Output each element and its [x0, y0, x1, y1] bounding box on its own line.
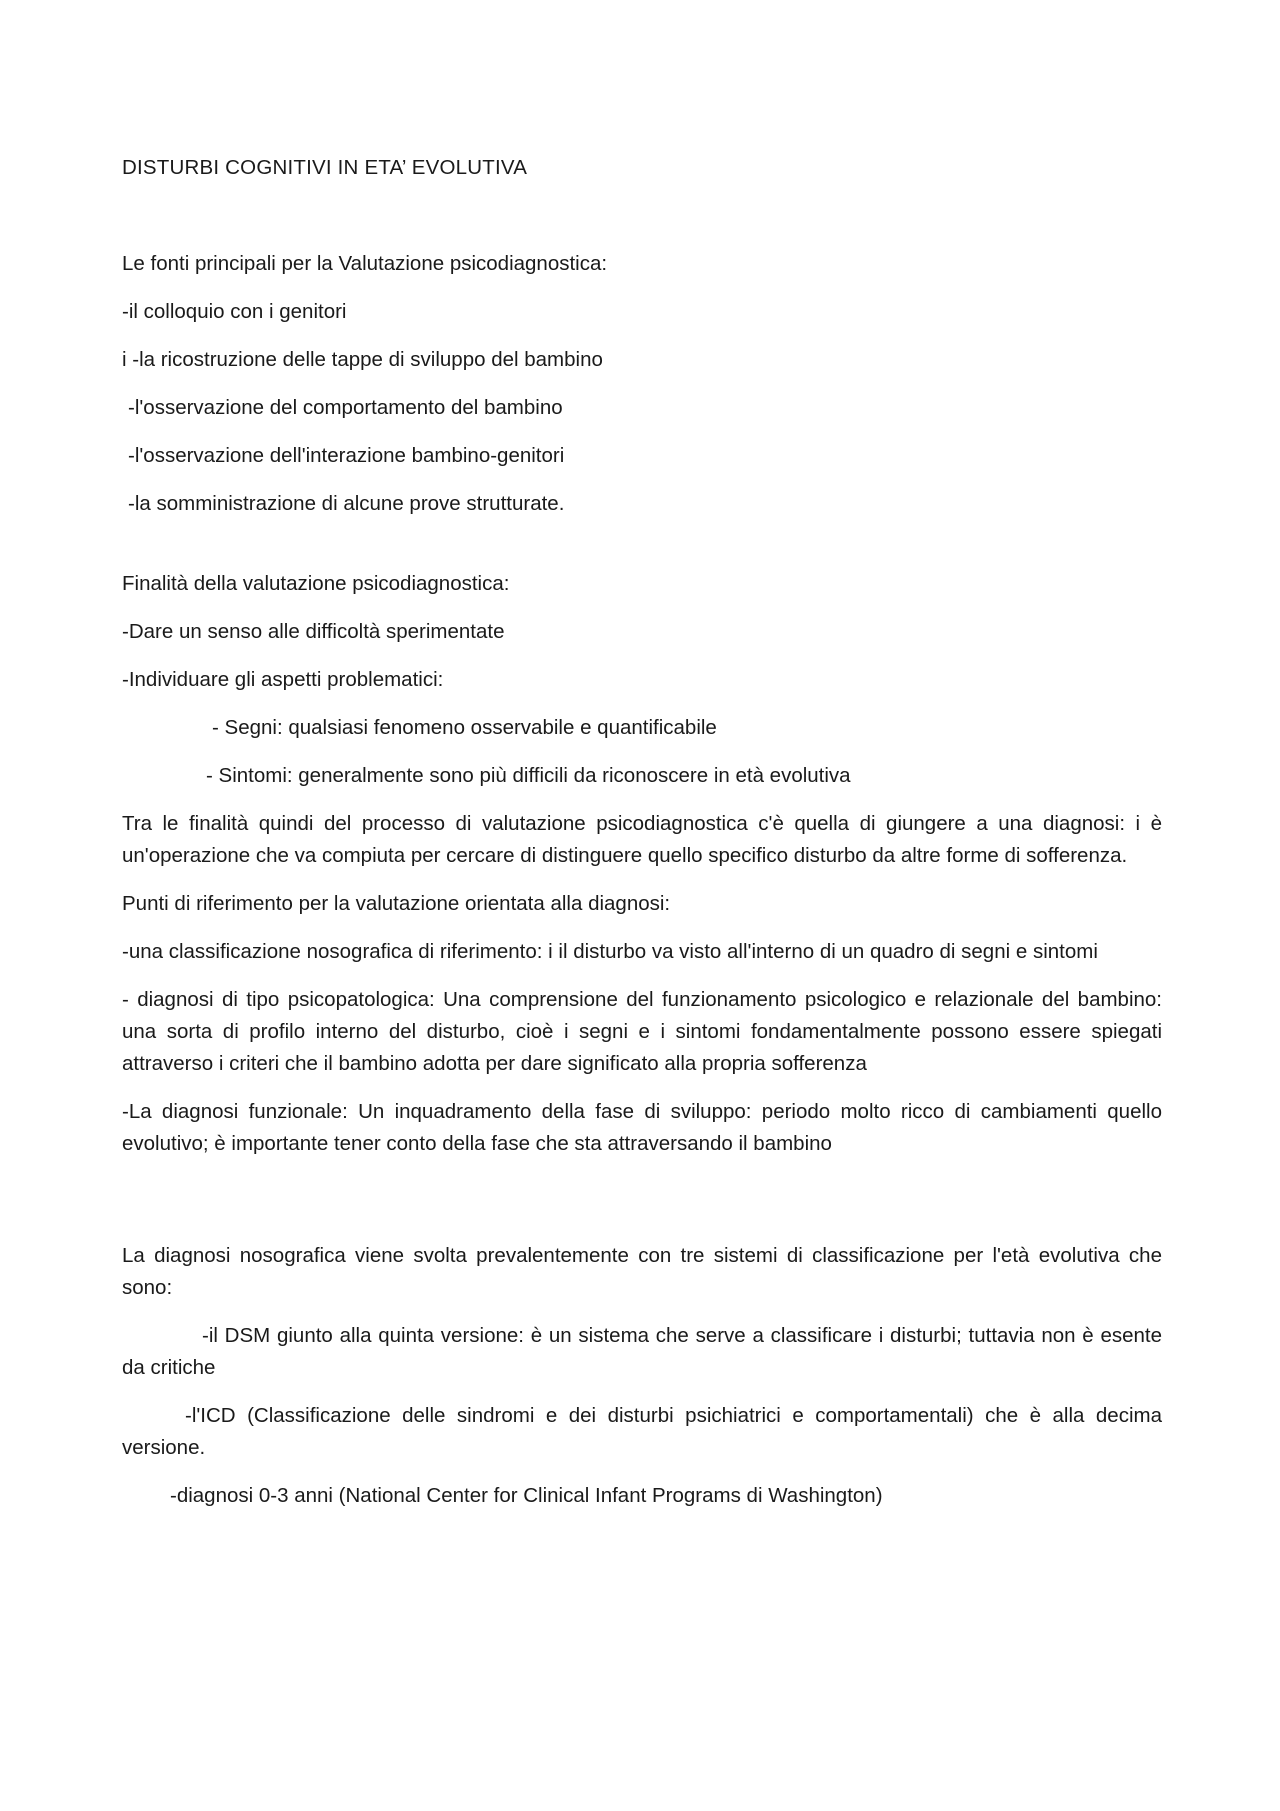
- fonti-item-ricostruzione: i -la ricostruzione delle tappe di sviluppo del bambino: [122, 348, 603, 371]
- fonti-item-somministrazione: -la somministrazione di alcune prove strutturate.: [128, 492, 565, 515]
- punti-item-psicopatologica: - diagnosi di tipo psicopatologica: Una comprensione del funzionamento psicologico e relazionale del bambino: una sorta di profilo interno del disturbo, cioè i segni e i sintomi fondamentalmente possono essere spiegati attraverso i criteri che il bambino adotta per dare significato alla propria sofferenza: [122, 988, 1162, 1075]
- fonti-item-osservazione-comportamento: -l'osservazione del comportamento del bambino: [128, 396, 563, 419]
- punti-heading: Punti di riferimento per la valutazione orientata alla diagnosi:: [122, 892, 671, 915]
- document-body: [122, 152, 1162, 1528]
- nosografica-item-dsm: -il DSM giunto alla quinta versione: è un sistema che serve a classificare i disturbi; tuttavia non è esente da critiche: [122, 1324, 1162, 1379]
- finalita-item-senso: -Dare un senso alle difficoltà sperimentate: [122, 620, 505, 643]
- fonti-heading: Le fonti principali per la Valutazione psicodiagnostica:: [122, 252, 608, 275]
- document-title: DISTURBI COGNITIVI IN ETA’ EVOLUTIVA: [122, 156, 528, 179]
- nosografica-intro: La diagnosi nosografica viene svolta prevalentemente con tre sistemi di classificazione per l'età evolutiva che sono:: [122, 1244, 1162, 1299]
- finalita-sub-segni: - Segni: qualsiasi fenomeno osservabile e quantificabile: [212, 716, 717, 739]
- punti-item-classificazione: -una classificazione nosografica di riferimento: i il disturbo va visto all'interno di un quadro di segni e sintomi: [122, 940, 1098, 963]
- punti-item-funzionale: -La diagnosi funzionale: Un inquadramento della fase di sviluppo: periodo molto ricco di cambiamenti quello evolutivo; è importante tener conto della fase che sta attraversando il bambino: [122, 1100, 1162, 1155]
- nosografica-item-diagnosi-0-3: -diagnosi 0-3 anni (National Center for Clinical Infant Programs di Washington): [170, 1484, 883, 1507]
- fonti-item-colloquio: -il colloquio con i genitori: [122, 300, 347, 323]
- finalita-heading: Finalità della valutazione psicodiagnostica:: [122, 572, 510, 595]
- finalita-paragraph: Tra le finalità quindi del processo di valutazione psicodiagnostica c'è quella di giungere a una diagnosi: i è un'operazione che va compiuta per cercare di distinguere quello specifico disturbo da altre forme di sofferenza.: [122, 812, 1162, 867]
- fonti-item-osservazione-interazione: -l'osservazione dell'interazione bambino-genitori: [128, 444, 565, 467]
- finalita-item-aspetti: -Individuare gli aspetti problematici:: [122, 668, 444, 691]
- nosografica-item-icd: -l'ICD (Classificazione delle sindromi e dei disturbi psichiatrici e comportamentali) che è alla decima versione.: [122, 1404, 1162, 1459]
- finalita-sub-sintomi: - Sintomi: generalmente sono più difficili da riconoscere in età evolutiva: [206, 764, 851, 787]
